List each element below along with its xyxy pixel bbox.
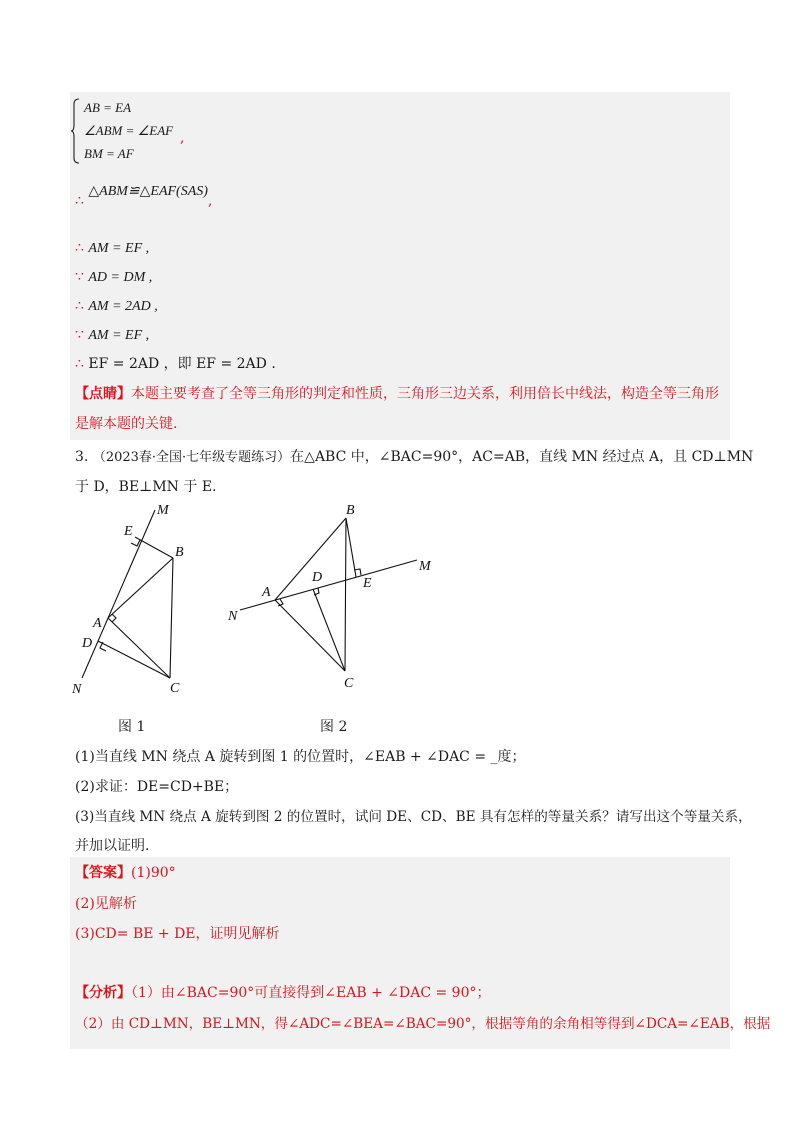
equation-system [76, 96, 173, 165]
svg-text:E: E [363, 576, 372, 591]
svg-text:B: B [346, 503, 355, 518]
answer-line-3: (3)CD= BE + DE，证明见解析 [75, 926, 280, 942]
segment-ac [275, 600, 345, 671]
svg-text:D: D [82, 636, 93, 651]
because-symbol: ∵ [75, 327, 84, 343]
segment-bc [345, 518, 346, 671]
segment-ab [108, 558, 173, 618]
segment-bc [170, 558, 173, 678]
figure-2 [225, 500, 440, 700]
question-line-1 [75, 447, 753, 468]
congruence-statement: △ABM≌△EAF(SAS) [88, 184, 208, 199]
figure-1 [60, 500, 220, 710]
segment-be [346, 518, 356, 577]
system-line-2: ∠ABM = ∠EAF [84, 123, 174, 138]
segment-ab [275, 518, 346, 600]
question-part-3-line-1: (3)当直线 MN 绕点 A 旋转到图 2 的位置时，试问 DE、CD、BE 具有怎样的等量关系？请写出这个等量关系， [75, 809, 752, 825]
right-angle-a [112, 614, 116, 622]
segment-ac [108, 618, 170, 678]
question-part-3-line-2: 并加以证明. [75, 838, 150, 854]
segment-dc [313, 589, 345, 671]
comment-line-1 [75, 384, 719, 404]
comment-text: 本题主要考查了全等三角形的判定和性质，三角形三边关系，利用倍长中线法，构造全等三角形 [131, 386, 719, 402]
question-part-2: (2)求证：DE=CD+BE； [75, 779, 239, 795]
analysis-text-1: （1）由∠BAC=90°可直接得到∠EAB + ∠DAC = 90°； [131, 985, 491, 1001]
equation: EF = 2AD ，即 EF = 2AD . [88, 356, 276, 372]
question-text: 在△ABC 中，∠BAC=90°，AC=AB，直线 MN 经过点 A，且 CD⊥MN [290, 449, 754, 465]
svg-text:A: A [262, 585, 271, 600]
proof-line-5 [75, 325, 149, 346]
question-number: 3. [75, 449, 89, 465]
segment-dc [98, 641, 170, 678]
question-part-1: (1)当直线 MN 绕点 A 旋转到图 1 的位置时，∠EAB + ∠DAC = _度； [75, 749, 526, 765]
system-line-3: BM = AF [84, 146, 134, 161]
equation: AD = DM , [88, 270, 153, 285]
because-symbol: ∵ [75, 269, 84, 285]
svg-text:C: C [170, 681, 180, 696]
answer-1: (1)90° [131, 865, 176, 881]
proof-line-comma: , [207, 193, 213, 209]
therefore-symbol: ∴ [75, 193, 84, 209]
analysis-line-1 [75, 983, 491, 1003]
question-source: （2023春·全国·七年级专题练习） [92, 450, 291, 465]
svg-text:M: M [157, 503, 169, 518]
analysis-line-2: （2）由 CD⊥MN，BE⊥MN，得∠ADC=∠BEA=∠BAC=90°，根据等角的余角相等得到∠DCA=∠EAB，根据 [75, 1016, 771, 1032]
right-angle-a [278, 599, 283, 606]
proof-line-3 [75, 267, 152, 288]
figure-2-caption: 图 2 [320, 719, 348, 735]
therefore-symbol: ∴ [75, 356, 84, 372]
proof-line-2 [75, 238, 149, 259]
comment-tag: 【点睛】 [75, 386, 131, 402]
therefore-symbol: ∴ [75, 298, 84, 314]
comment-line-2: 是解本题的关键. [75, 416, 178, 432]
answer-line-2: (2)见解析 [75, 896, 137, 912]
system-line-1: AB = EA [84, 100, 132, 115]
svg-text:B: B [175, 545, 184, 560]
answer-tag: 【答案】 [75, 865, 131, 881]
segment-eb [135, 537, 173, 558]
equation: AM = EF , [88, 328, 150, 343]
svg-text:N: N [228, 609, 238, 624]
proof-line-congruent [75, 184, 213, 212]
equation: AM = EF , [88, 241, 150, 256]
proof-line-6 [75, 354, 276, 374]
system-comma: , [180, 130, 185, 146]
figure-1-caption: 图 1 [118, 719, 146, 735]
proof-line-4 [75, 296, 158, 317]
question-line-2: 于 D，BE⊥MN 于 E. [75, 479, 217, 495]
therefore-symbol: ∴ [75, 240, 84, 256]
svg-text:A: A [93, 616, 102, 631]
svg-text:N: N [72, 682, 82, 697]
equation: AM = 2AD , [88, 299, 158, 314]
right-angle-e [131, 540, 140, 546]
svg-text:C: C [344, 676, 354, 691]
svg-text:D: D [312, 570, 323, 585]
analysis-tag: 【分析】 [75, 985, 131, 1001]
svg-text:M: M [419, 559, 431, 574]
answer-line-1 [75, 863, 176, 883]
svg-text:E: E [124, 524, 133, 539]
